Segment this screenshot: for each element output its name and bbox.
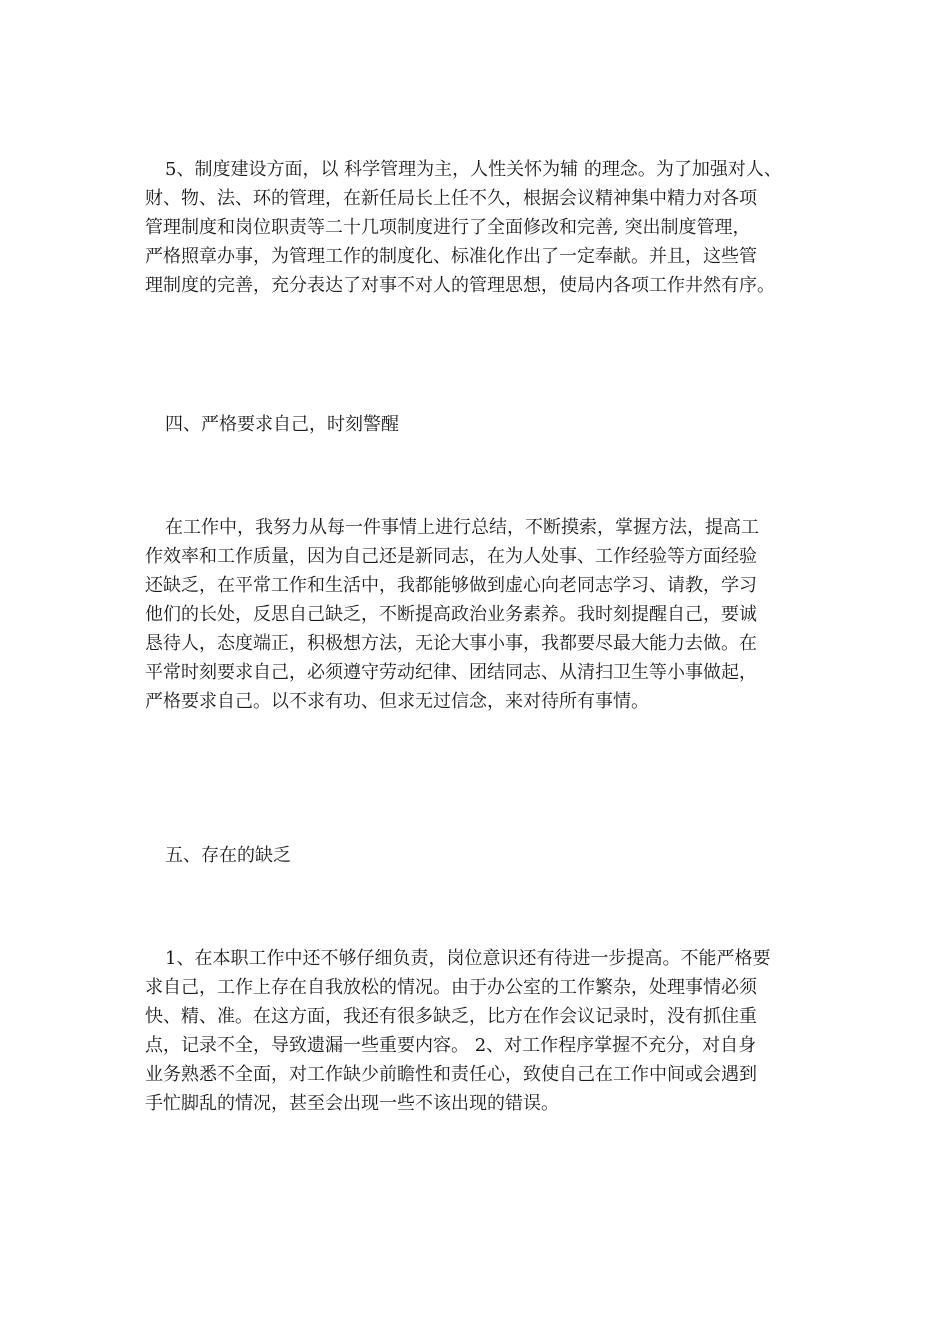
paragraph-line: 1、在本职工作中还不够仔细负责，岗位意识还有待进一步提高。不能严格要 [165,948,771,969]
paragraph-line: 快、精、准。在这方面，我还有很多缺乏，比方在作会议记录时，没有抓住重 [145,1006,757,1027]
paragraph-line: 5、制度建设方面，以 科学管理为主，人性关怀为辅 的理念。为了加强对人、 [165,159,782,180]
paragraph-system-building [145,155,825,300]
paragraph-line: 在工作中，我努力从每一件事情上进行总结，不断摸索，掌握方法，提高工 [165,517,759,538]
paragraph-line: 点，记录不全，导致遗漏一些重要内容。 2、对工作程序掌握不充分，对自身 [145,1035,757,1056]
paragraph-line: 恳待人，态度端正，积极想方法，无论大事小事，我都要尽最大能力去做。在 [145,633,757,654]
paragraph-line: 他们的长处，反思自己缺乏，不断提高政治业务素养。我时刻提醒自己，要诚 [145,604,757,625]
paragraph-line: 业务熟悉不全面，对工作缺少前瞻性和责任心，致使自己在工作中间或会遇到 [145,1064,757,1085]
section-heading-5: 五、存在的缺乏 [165,845,291,866]
paragraph-self-discipline [145,513,825,716]
paragraph-line: 财、物、法、环的管理，在新任局长上任不久，根据会议精神集中精力对各项 [145,188,757,209]
paragraph-line: 手忙脚乱的情况，甚至会出现一些不该出现的错误。 [145,1093,559,1114]
paragraph-line: 严格要求自己。以不求有功、但求无过信念，来对待所有事情。 [145,691,649,712]
paragraph-line: 求自己，工作上存在自我放松的情况。由于办公室的工作繁杂，处理事情必须 [145,977,757,998]
section-heading-4: 四、严格要求自己，时刻警醒 [165,414,399,435]
paragraph-shortcomings [145,944,825,1118]
paragraph-line: 作效率和工作质量，因为自己还是新同志，在为人处事、工作经验等方面经验 [145,546,757,567]
paragraph-line: 严格照章办事，为管理工作的制度化、标准化作出了一定奉献。并且，这些管 [145,246,757,267]
paragraph-line: 平常时刻要求自己，必须遵守劳动纪律、团结同志、从清扫卫生等小事做起， [145,662,757,683]
paragraph-line: 管理制度和岗位职责等二十几项制度进行了全面修改和完善, 突出制度管理， [145,217,751,238]
paragraph-line: 还缺乏，在平常工作和生活中，我都能够做到虚心向老同志学习、请教，学习 [145,575,757,596]
paragraph-line: 理制度的完善，充分表达了对事不对人的管理思想，使局内各项工作井然有序。 [145,275,775,296]
